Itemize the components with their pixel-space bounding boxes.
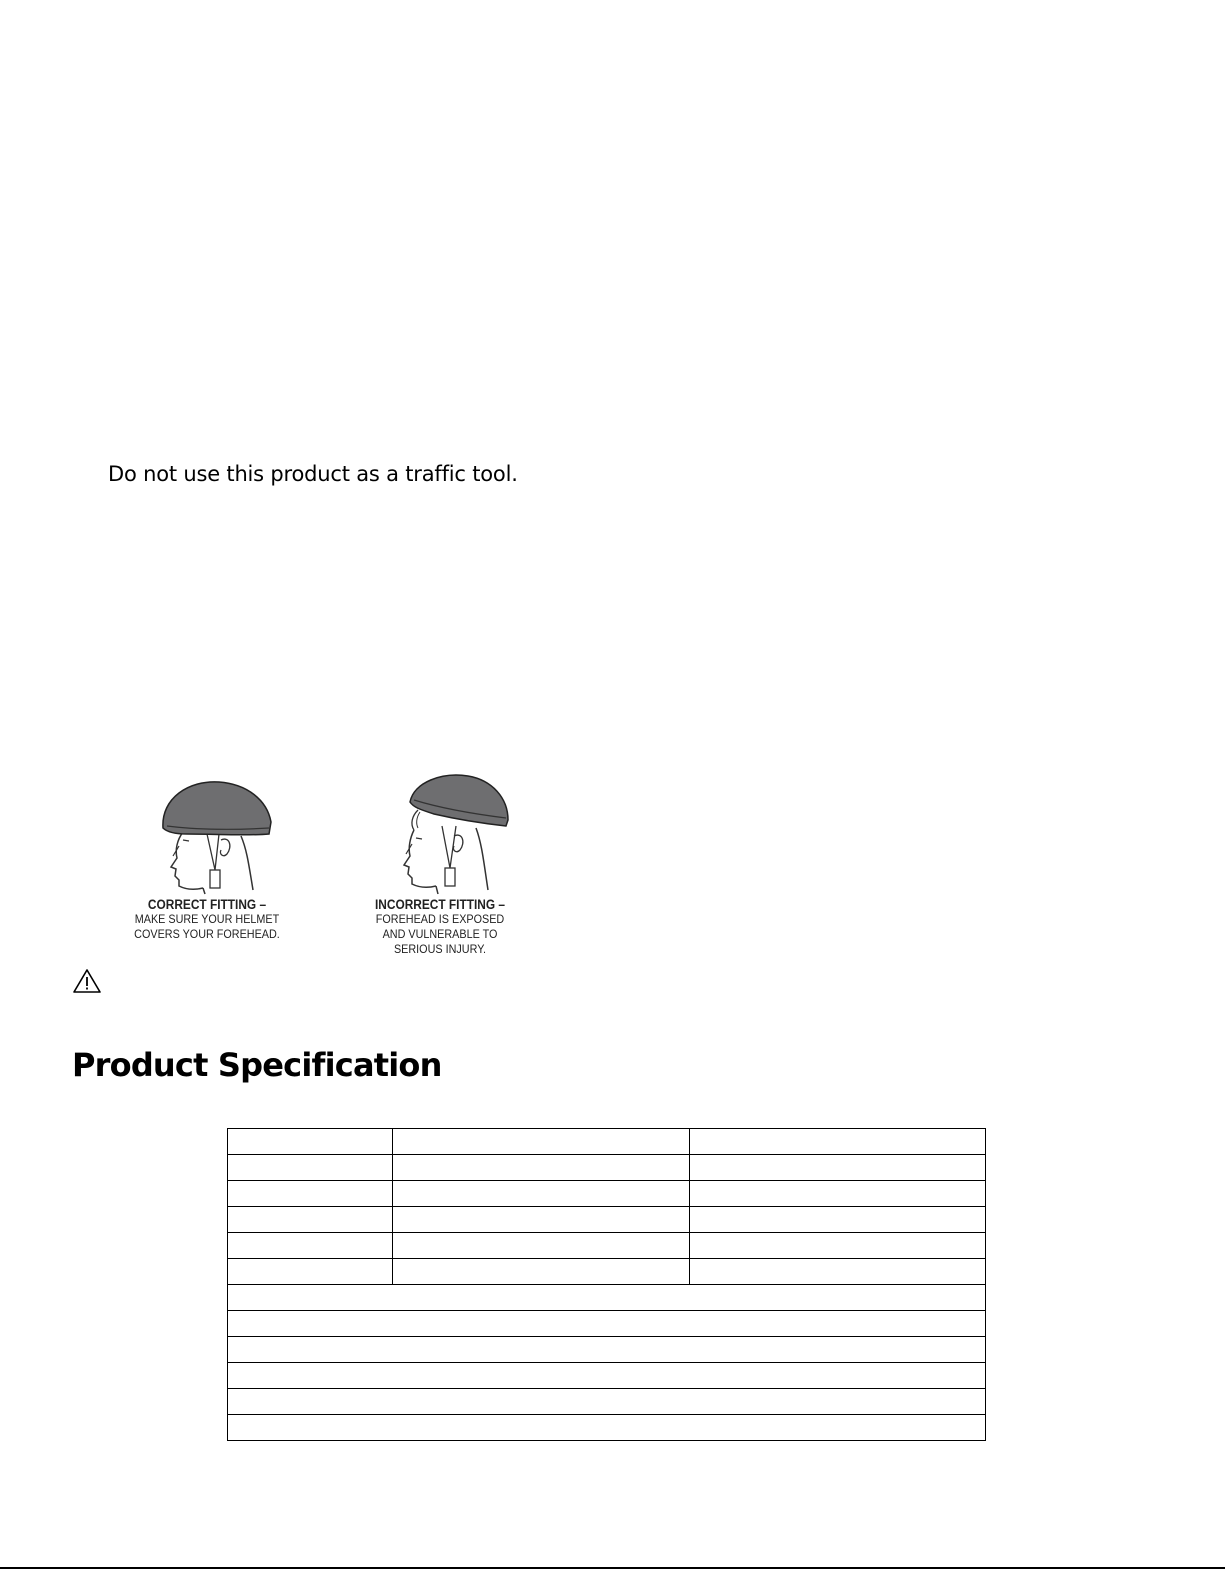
table-cell xyxy=(228,1363,986,1389)
table-cell xyxy=(690,1129,986,1155)
correct-fitting-helmet-illustration xyxy=(137,770,277,895)
correct-fitting-title: CORRECT FITTING – xyxy=(147,897,267,912)
warning-triangle-icon xyxy=(72,968,102,994)
incorrect-fitting-caption xyxy=(345,897,535,957)
table-cell xyxy=(393,1155,690,1181)
table-row-full-width xyxy=(228,1285,986,1311)
table-cell xyxy=(690,1181,986,1207)
incorrect-fitting-line: FOREHEAD IS EXPOSED xyxy=(375,912,505,926)
table-cell xyxy=(393,1207,690,1233)
correct-fitting-line: COVERS YOUR FOREHEAD. xyxy=(134,927,280,941)
table-row-full-width xyxy=(228,1363,986,1389)
table-row xyxy=(228,1181,986,1207)
table-cell xyxy=(690,1233,986,1259)
table-cell xyxy=(228,1129,393,1155)
table-cell xyxy=(228,1337,986,1363)
traffic-tool-notice: Do not use this product as a traffic tool. xyxy=(108,462,518,486)
incorrect-fitting-line: SERIOUS INJURY. xyxy=(393,942,487,956)
correct-fitting-line: MAKE SURE YOUR HELMET xyxy=(134,912,280,926)
table-row-full-width xyxy=(228,1415,986,1441)
correct-fitting-figure xyxy=(112,770,302,960)
table-cell xyxy=(228,1207,393,1233)
table-cell xyxy=(228,1181,393,1207)
table-cell xyxy=(393,1233,690,1259)
table-cell xyxy=(228,1389,986,1415)
table-row xyxy=(228,1129,986,1155)
incorrect-fitting-helmet-illustration xyxy=(370,770,510,895)
table-cell xyxy=(228,1285,986,1311)
table-cell xyxy=(228,1233,393,1259)
table-cell xyxy=(393,1129,690,1155)
table-row xyxy=(228,1207,986,1233)
table-cell xyxy=(228,1259,393,1285)
table-row xyxy=(228,1259,986,1285)
product-specification-table xyxy=(227,1128,986,1441)
table-row-full-width xyxy=(228,1311,986,1337)
correct-fitting-caption xyxy=(112,897,302,942)
product-specification-heading: Product Specification xyxy=(72,1046,442,1084)
incorrect-fitting-line: AND VULNERABLE TO xyxy=(382,927,498,941)
table-cell xyxy=(393,1259,690,1285)
table-cell xyxy=(228,1155,393,1181)
table-cell xyxy=(690,1259,986,1285)
incorrect-fitting-figure xyxy=(345,770,535,960)
table-row-full-width xyxy=(228,1389,986,1415)
incorrect-fitting-title: INCORRECT FITTING – xyxy=(374,897,506,912)
table-cell xyxy=(228,1311,986,1337)
table-cell xyxy=(228,1415,986,1441)
table-cell xyxy=(393,1181,690,1207)
table-row xyxy=(228,1155,986,1181)
table-cell xyxy=(690,1207,986,1233)
table-row xyxy=(228,1233,986,1259)
page-bottom-rule xyxy=(0,1567,1225,1569)
table-cell xyxy=(690,1155,986,1181)
table-row-full-width xyxy=(228,1337,986,1363)
